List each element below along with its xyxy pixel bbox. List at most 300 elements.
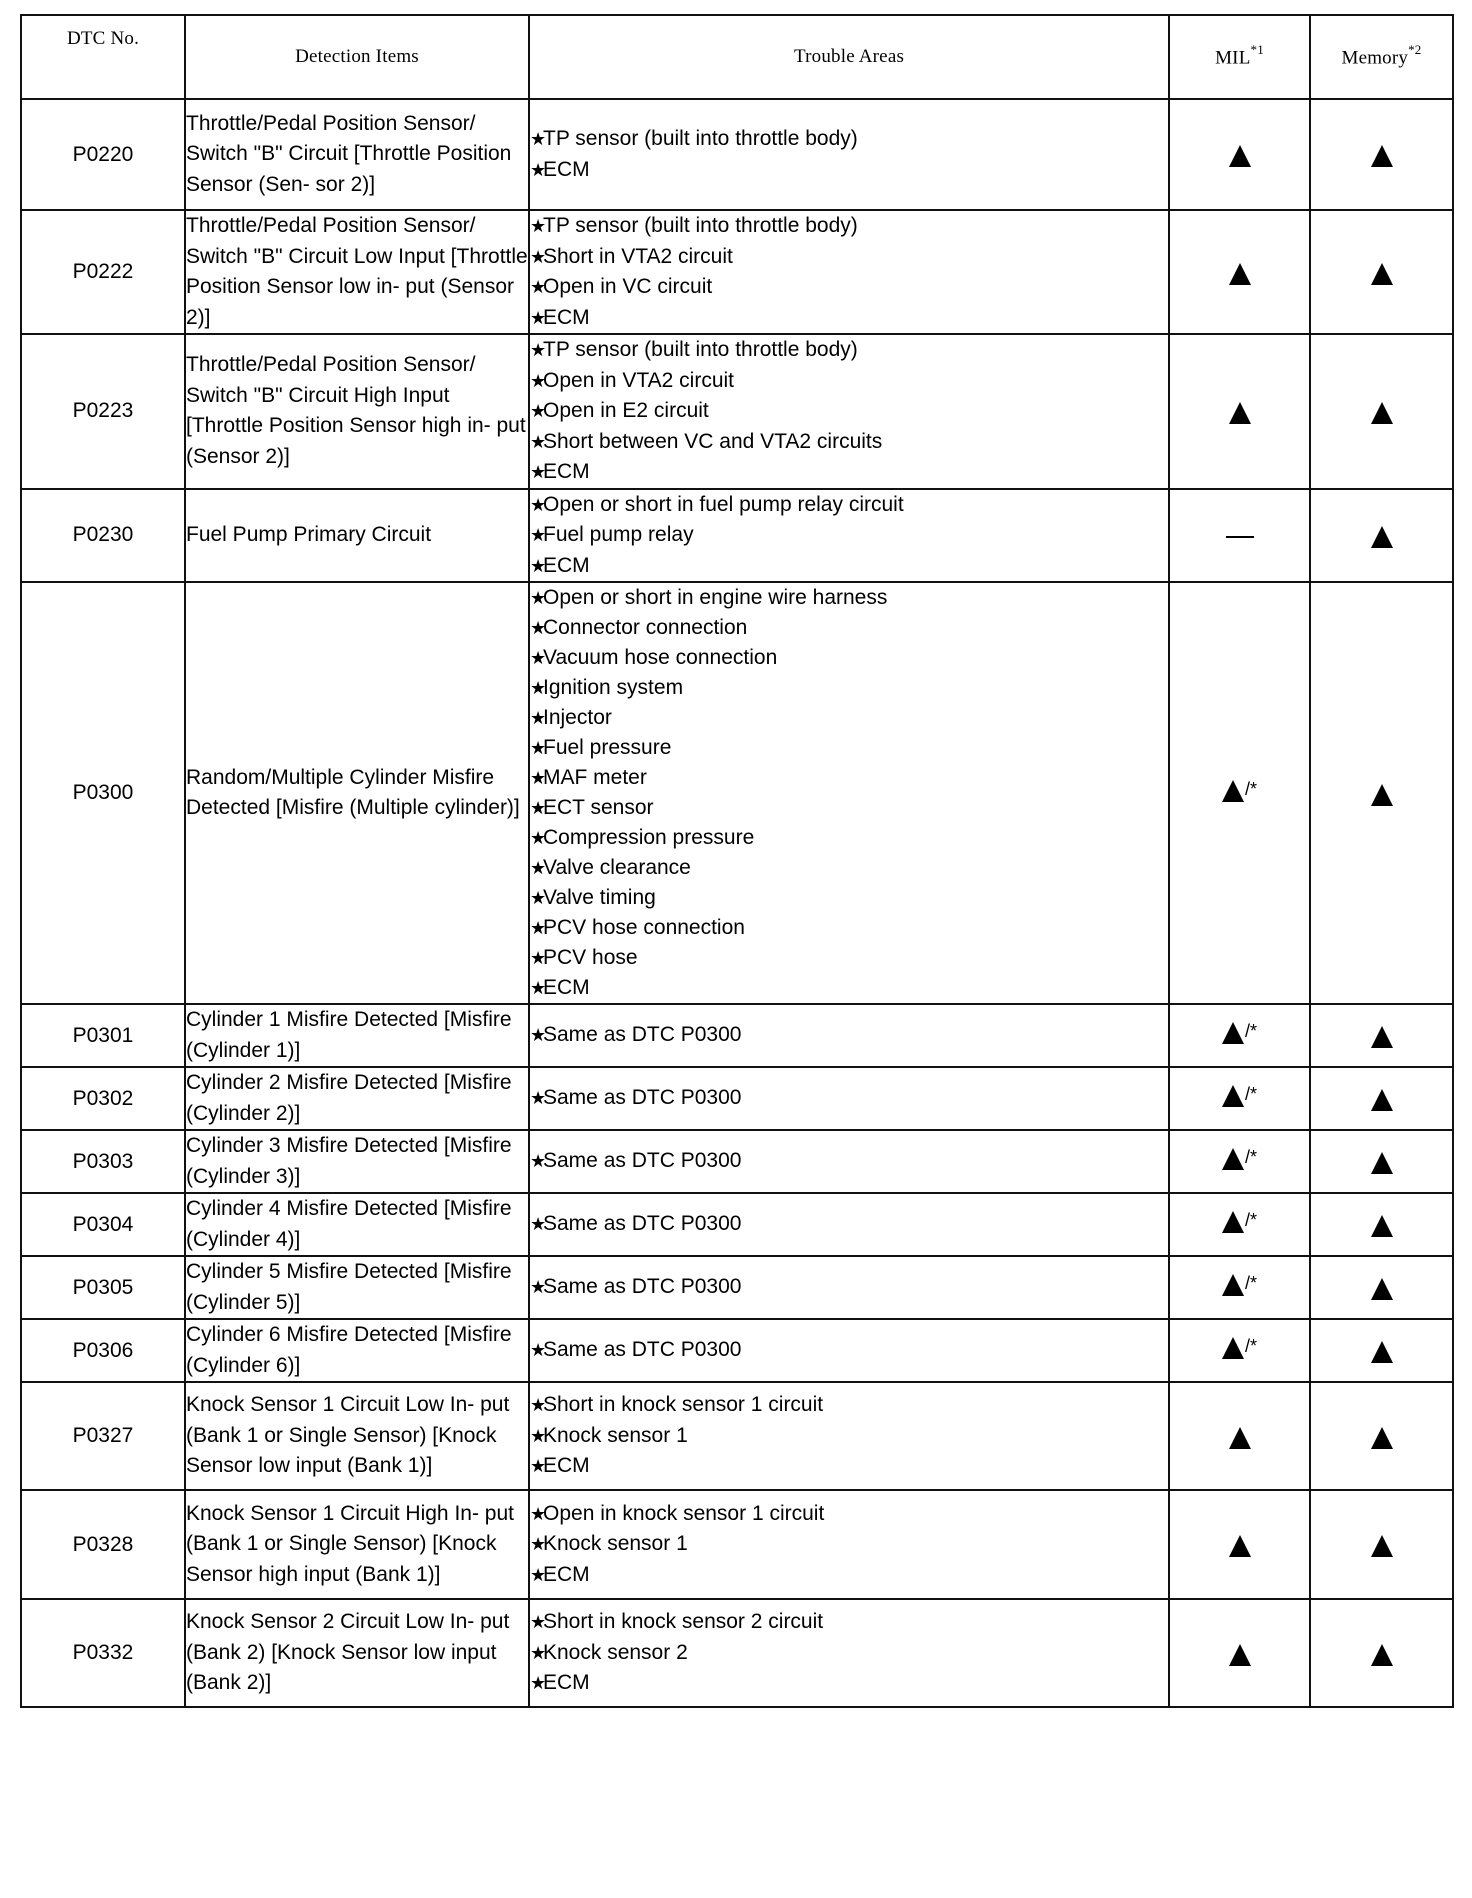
trouble-area-item <box>530 1607 1168 1638</box>
star-bullet-icon: ★ <box>530 888 547 908</box>
table-row <box>21 1319 1453 1382</box>
dtc-number: P0305 <box>72 1275 134 1299</box>
triangle-icon <box>1222 1022 1244 1044</box>
star-bullet-icon: ★ <box>530 738 547 758</box>
mil-value <box>1226 520 1254 550</box>
trouble-area-text: Compression pressure <box>543 826 755 849</box>
mil-cell <box>1169 1067 1310 1130</box>
memory-cell <box>1310 582 1453 1004</box>
triangle-icon <box>1371 402 1393 424</box>
dtc-number: P0303 <box>72 1149 134 1173</box>
trouble-areas-cell <box>529 1382 1169 1490</box>
star-bullet-icon: ★ <box>530 1503 547 1524</box>
trouble-area-text: Knock sensor 1 <box>543 1532 688 1556</box>
memory-value <box>1371 1529 1393 1559</box>
trouble-areas-cell <box>529 489 1169 583</box>
trouble-areas-cell <box>529 1490 1169 1599</box>
header-memory <box>1310 15 1453 99</box>
header-memory-footnote: *2 <box>1408 42 1422 58</box>
memory-cell <box>1310 1130 1453 1193</box>
trouble-area-item <box>530 490 1168 521</box>
trouble-area-text: Open or short in engine wire harness <box>543 586 888 609</box>
star-bullet-icon: ★ <box>530 1612 547 1633</box>
dtc-number-cell <box>21 1599 185 1707</box>
triangle-icon <box>1371 263 1393 285</box>
table-row <box>21 1599 1453 1707</box>
detection-item-text: Throttle/Pedal Position Sensor/ Switch "B" Circuit Low Input [Throttle Position Sensor low in- put (Sensor 2)] <box>186 214 528 329</box>
slash-asterisk-text: /* <box>1244 1210 1257 1230</box>
table-row <box>21 582 1453 1004</box>
trouble-area-text: Open or short in fuel pump relay circuit <box>543 492 904 516</box>
triangle-icon <box>1222 1211 1244 1233</box>
table-body <box>21 99 1453 1707</box>
dtc-table <box>20 14 1454 1708</box>
mil-value <box>1222 778 1257 808</box>
mil-cell <box>1169 582 1310 1004</box>
mil-cell <box>1169 1193 1310 1256</box>
trouble-areas-cell <box>529 334 1169 489</box>
dtc-number: P0302 <box>72 1086 134 1110</box>
star-bullet-icon: ★ <box>530 1425 547 1446</box>
detection-item-cell <box>185 582 529 1004</box>
trouble-areas-cell <box>529 1319 1169 1382</box>
trouble-area-text: TP sensor (built into throttle body) <box>543 214 858 237</box>
trouble-area-item <box>530 583 1168 613</box>
star-bullet-icon: ★ <box>530 1395 547 1416</box>
trouble-area-item <box>530 242 1168 273</box>
header-detection-items-label: Detection Items <box>295 46 419 67</box>
trouble-area-item <box>530 520 1168 551</box>
detection-item-text: Knock Sensor 2 Circuit Low In- put (Bank 2) [Knock Sensor low input (Bank 2)] <box>186 1610 510 1695</box>
star-bullet-icon: ★ <box>530 340 547 360</box>
trouble-areas-cell <box>529 1599 1169 1707</box>
slash-asterisk-text: /* <box>1244 778 1257 799</box>
triangle-slash-asterisk <box>1222 1274 1257 1296</box>
trouble-area-text: Same as DTC P0300 <box>543 1023 742 1047</box>
trouble-area-item <box>530 883 1168 913</box>
header-memory-label: Memory <box>1341 47 1409 69</box>
memory-cell <box>1310 99 1453 210</box>
star-bullet-icon: ★ <box>530 246 547 267</box>
memory-cell <box>1310 1599 1453 1707</box>
table-row <box>21 1130 1453 1193</box>
star-bullet-icon: ★ <box>530 588 547 608</box>
trouble-area-text: Knock sensor 1 <box>543 1423 688 1447</box>
trouble-area-item <box>530 1272 1168 1303</box>
dtc-number: P0327 <box>72 1424 134 1447</box>
star-bullet-icon: ★ <box>530 370 547 391</box>
detection-item-cell <box>185 489 529 583</box>
triangle-icon <box>1222 1148 1244 1170</box>
mil-value <box>1222 1209 1257 1239</box>
trouble-area-item <box>530 396 1168 427</box>
dtc-number-cell <box>21 1382 185 1490</box>
dtc-number: P0328 <box>72 1532 134 1556</box>
triangle-slash-asterisk <box>1222 1148 1257 1170</box>
table-row <box>21 99 1453 210</box>
trouble-area-item <box>530 303 1168 334</box>
detection-item-cell <box>185 334 529 489</box>
trouble-area-item <box>530 763 1168 793</box>
star-bullet-icon: ★ <box>530 1277 547 1298</box>
triangle-icon <box>1371 1427 1393 1449</box>
dtc-number-cell <box>21 1067 185 1130</box>
mil-cell <box>1169 210 1310 334</box>
dtc-number: P0223 <box>72 399 134 423</box>
trouble-area-text: Open in E2 circuit <box>543 399 709 422</box>
trouble-area-item <box>530 643 1168 673</box>
trouble-area-text: Short in knock sensor 2 circuit <box>543 1610 824 1634</box>
triangle-icon <box>1222 1337 1244 1359</box>
trouble-area-item <box>530 1638 1168 1669</box>
trouble-area-text: Open in knock sensor 1 circuit <box>543 1501 825 1525</box>
triangle-icon <box>1371 1026 1393 1048</box>
triangle-icon <box>1371 784 1393 806</box>
triangle-icon <box>1371 1152 1393 1174</box>
trouble-areas-cell <box>529 1067 1169 1130</box>
dtc-number: P0304 <box>72 1212 134 1236</box>
trouble-area-text: ECM <box>543 460 590 483</box>
dtc-number: P0332 <box>72 1641 134 1664</box>
memory-value <box>1371 257 1393 287</box>
trouble-area-item <box>530 335 1168 366</box>
triangle-icon <box>1371 1089 1393 1111</box>
trouble-areas-cell <box>529 1130 1169 1193</box>
trouble-area-text: Short in VTA2 circuit <box>543 244 733 268</box>
trouble-area-item <box>530 124 1168 155</box>
trouble-area-text: Injector <box>543 706 612 729</box>
trouble-area-item <box>530 211 1168 242</box>
mil-cell <box>1169 1490 1310 1599</box>
table-row <box>21 1382 1453 1490</box>
detection-item-text: Throttle/Pedal Position Sensor/ Switch "B" Circuit High Input [Throttle Position Sensor high in- put (Sensor 2)] <box>186 353 526 468</box>
trouble-areas-cell <box>529 1004 1169 1067</box>
detection-item-text: Throttle/Pedal Position Sensor/ Switch "B" Circuit [Throttle Position Sensor (Sen- sor 2)] <box>186 111 512 196</box>
trouble-area-text: MAF meter <box>543 766 647 789</box>
trouble-area-item <box>530 973 1168 1003</box>
trouble-area-item <box>530 673 1168 703</box>
triangle-icon <box>1371 145 1393 167</box>
star-bullet-icon: ★ <box>530 708 547 728</box>
memory-value <box>1371 520 1393 550</box>
trouble-areas-cell <box>529 99 1169 210</box>
detection-item-cell <box>185 210 529 334</box>
header-mil-label: MIL <box>1215 47 1251 69</box>
trouble-area-item <box>530 457 1168 488</box>
triangle-icon <box>1229 1535 1251 1557</box>
trouble-area-item <box>530 1668 1168 1699</box>
trouble-area-text: Same as DTC P0300 <box>543 1338 742 1362</box>
trouble-area-item <box>530 1421 1168 1452</box>
trouble-areas-cell <box>529 1193 1169 1256</box>
trouble-area-item <box>530 1209 1168 1240</box>
mil-cell <box>1169 1256 1310 1319</box>
star-bullet-icon: ★ <box>530 1642 547 1663</box>
trouble-area-text: ECM <box>543 1562 590 1586</box>
memory-cell <box>1310 1256 1453 1319</box>
detection-item-text: Cylinder 1 Misfire Detected [Misfire (Cylinder 1)] <box>186 1008 512 1062</box>
star-bullet-icon: ★ <box>530 277 547 297</box>
detection-item-cell <box>185 1067 529 1130</box>
trouble-area-item <box>530 1451 1168 1482</box>
trouble-area-item <box>530 733 1168 763</box>
dtc-number-cell <box>21 1490 185 1599</box>
mil-value <box>1222 1083 1257 1113</box>
trouble-area-text: Short between VC and VTA2 circuits <box>543 429 883 453</box>
table-row <box>21 1067 1453 1130</box>
trouble-areas-cell <box>529 210 1169 334</box>
header-mil-footnote: *1 <box>1250 42 1264 58</box>
mil-cell <box>1169 334 1310 489</box>
dtc-number: P0220 <box>72 142 134 166</box>
star-bullet-icon: ★ <box>530 1673 547 1694</box>
trouble-area-text: Vacuum hose connection <box>543 646 778 669</box>
detection-item-text: Cylinder 4 Misfire Detected [Misfire (Cylinder 4)] <box>186 1197 512 1251</box>
triangle-icon <box>1229 402 1251 424</box>
memory-cell <box>1310 1490 1453 1599</box>
table-row <box>21 1490 1453 1599</box>
trouble-area-item <box>530 1335 1168 1366</box>
dtc-number-cell <box>21 1004 185 1067</box>
detection-item-cell <box>185 1004 529 1067</box>
trouble-area-item <box>530 427 1168 458</box>
slash-asterisk-text: /* <box>1244 1021 1257 1041</box>
trouble-area-item <box>530 155 1168 186</box>
slash-asterisk-text: /* <box>1244 1336 1257 1356</box>
star-bullet-icon: ★ <box>530 462 547 482</box>
star-bullet-icon: ★ <box>530 525 547 545</box>
mil-value <box>1229 1638 1251 1668</box>
header-trouble-areas-label: Trouble Areas <box>793 46 905 67</box>
triangle-slash-asterisk <box>1222 1337 1257 1359</box>
trouble-area-item <box>530 703 1168 733</box>
star-bullet-icon: ★ <box>530 307 547 328</box>
star-bullet-icon: ★ <box>530 494 547 515</box>
triangle-icon <box>1371 1215 1393 1237</box>
memory-cell <box>1310 1382 1453 1490</box>
dtc-number: P0222 <box>72 260 134 283</box>
dtc-number: P0306 <box>72 1338 134 1362</box>
trouble-area-item <box>530 793 1168 823</box>
detection-item-text: Cylinder 5 Misfire Detected [Misfire (Cylinder 5)] <box>186 1260 512 1314</box>
triangle-icon <box>1222 1274 1244 1296</box>
star-bullet-icon: ★ <box>530 1456 547 1477</box>
mil-value <box>1222 1335 1257 1365</box>
triangle-slash-asterisk <box>1222 780 1257 802</box>
trouble-area-text: ECT sensor <box>543 796 654 819</box>
memory-cell <box>1310 1193 1453 1256</box>
dtc-number-cell <box>21 1319 185 1382</box>
trouble-area-text: Valve clearance <box>543 856 691 879</box>
star-bullet-icon: ★ <box>530 948 547 968</box>
dtc-number-cell <box>21 1130 185 1193</box>
trouble-area-text: Fuel pressure <box>543 736 672 759</box>
star-bullet-icon: ★ <box>530 1025 547 1046</box>
mil-cell <box>1169 1599 1310 1707</box>
dash-symbol <box>1226 536 1254 538</box>
triangle-icon <box>1371 526 1393 548</box>
triangle-icon <box>1222 1085 1244 1107</box>
mil-value <box>1222 1272 1257 1302</box>
triangle-slash-asterisk <box>1222 1022 1257 1044</box>
star-bullet-icon: ★ <box>530 858 547 878</box>
memory-cell <box>1310 489 1453 583</box>
detection-item-cell <box>185 1490 529 1599</box>
star-bullet-icon: ★ <box>530 618 547 638</box>
detection-item-cell <box>185 1256 529 1319</box>
table-row <box>21 210 1453 334</box>
triangle-icon <box>1371 1644 1393 1666</box>
dtc-number-cell <box>21 489 185 583</box>
detection-item-text: Fuel Pump Primary Circuit <box>186 523 432 546</box>
trouble-areas-cell <box>529 1256 1169 1319</box>
trouble-area-item <box>530 1020 1168 1051</box>
mil-cell <box>1169 1130 1310 1193</box>
trouble-area-text: ECM <box>543 1671 590 1695</box>
triangle-icon <box>1229 1427 1251 1449</box>
header-dtc-no <box>21 15 185 99</box>
star-bullet-icon: ★ <box>530 159 547 180</box>
trouble-area-item <box>530 1499 1168 1530</box>
memory-cell <box>1310 334 1453 489</box>
trouble-area-text: ECM <box>543 157 590 181</box>
trouble-area-item <box>530 551 1168 582</box>
triangle-icon <box>1371 1341 1393 1363</box>
detection-item-text: Knock Sensor 1 Circuit Low In- put (Bank 1 or Single Sensor) [Knock Sensor low input (Bank 1)] <box>186 1393 510 1478</box>
mil-value <box>1229 1529 1251 1559</box>
detection-item-cell <box>185 1319 529 1382</box>
trouble-area-item <box>530 1560 1168 1591</box>
trouble-area-item <box>530 823 1168 853</box>
detection-item-text: Random/Multiple Cylinder Misfire Detected [Misfire (Multiple cylinder)] <box>186 765 520 819</box>
trouble-area-text: ECM <box>543 976 590 999</box>
star-bullet-icon: ★ <box>530 768 547 788</box>
memory-cell <box>1310 1067 1453 1130</box>
trouble-area-item <box>530 853 1168 883</box>
slash-asterisk-text: /* <box>1244 1147 1257 1167</box>
trouble-area-text: Fuel pump relay <box>543 523 694 546</box>
memory-value <box>1371 1421 1393 1451</box>
trouble-area-item <box>530 1146 1168 1177</box>
mil-cell <box>1169 1319 1310 1382</box>
memory-value <box>1371 1146 1393 1176</box>
trouble-area-text: Ignition system <box>543 676 684 699</box>
star-bullet-icon: ★ <box>530 129 547 149</box>
memory-value <box>1371 1209 1393 1239</box>
star-bullet-icon: ★ <box>530 431 547 452</box>
mil-cell <box>1169 1382 1310 1490</box>
star-bullet-icon: ★ <box>530 678 547 698</box>
dtc-number-cell <box>21 210 185 334</box>
trouble-area-item <box>530 366 1168 397</box>
detection-item-cell <box>185 1130 529 1193</box>
triangle-icon <box>1229 263 1251 285</box>
table-header <box>21 15 1453 99</box>
star-bullet-icon: ★ <box>530 648 547 668</box>
trouble-area-item <box>530 613 1168 643</box>
triangle-icon <box>1222 780 1244 802</box>
triangle-slash-asterisk <box>1222 1211 1257 1233</box>
star-bullet-icon: ★ <box>530 978 547 998</box>
header-detection-items <box>185 15 529 99</box>
memory-value <box>1371 1638 1393 1668</box>
trouble-area-text: Same as DTC P0300 <box>543 1275 742 1299</box>
star-bullet-icon: ★ <box>530 216 547 236</box>
trouble-area-text: PCV hose <box>543 946 638 969</box>
detection-item-cell <box>185 1599 529 1707</box>
trouble-area-text: ECM <box>543 1454 590 1478</box>
star-bullet-icon: ★ <box>530 401 547 421</box>
table-row <box>21 1256 1453 1319</box>
trouble-area-text: Same as DTC P0300 <box>543 1212 742 1236</box>
table-row <box>21 334 1453 489</box>
trouble-area-text: Knock sensor 2 <box>543 1640 688 1664</box>
trouble-area-item <box>530 1083 1168 1114</box>
header-dtc-no-label: DTC No. <box>66 28 140 49</box>
dtc-number-cell <box>21 99 185 210</box>
trouble-areas-cell <box>529 582 1169 1004</box>
dtc-number-cell <box>21 1193 185 1256</box>
trouble-area-text: Connector connection <box>543 616 748 639</box>
detection-item-text: Cylinder 3 Misfire Detected [Misfire (Cylinder 3)] <box>186 1134 512 1188</box>
triangle-icon <box>1371 1535 1393 1557</box>
detection-item-cell <box>185 99 529 210</box>
memory-cell <box>1310 210 1453 334</box>
memory-cell <box>1310 1319 1453 1382</box>
trouble-area-text: ECM <box>543 553 590 577</box>
mil-value <box>1229 257 1251 287</box>
header-row <box>21 15 1453 99</box>
mil-value <box>1222 1020 1257 1050</box>
mil-value <box>1222 1146 1257 1176</box>
dtc-number: P0300 <box>72 781 134 804</box>
trouble-area-text: ECM <box>543 305 590 329</box>
trouble-area-item <box>530 943 1168 973</box>
dtc-number-cell <box>21 582 185 1004</box>
mil-cell <box>1169 99 1310 210</box>
star-bullet-icon: ★ <box>530 1088 547 1109</box>
trouble-area-text: Open in VC circuit <box>543 275 713 298</box>
detection-item-text: Knock Sensor 1 Circuit High In- put (Bank 1 or Single Sensor) [Knock Sensor high input (Bank 1)] <box>186 1501 514 1586</box>
star-bullet-icon: ★ <box>530 798 547 818</box>
memory-value <box>1371 778 1393 808</box>
memory-value <box>1371 1335 1393 1365</box>
mil-cell <box>1169 489 1310 583</box>
memory-value <box>1371 396 1393 426</box>
star-bullet-icon: ★ <box>530 1564 547 1585</box>
triangle-icon <box>1371 1278 1393 1300</box>
star-bullet-icon: ★ <box>530 1340 547 1361</box>
trouble-area-text: Short in knock sensor 1 circuit <box>543 1393 824 1417</box>
star-bullet-icon: ★ <box>530 1151 547 1172</box>
table-row <box>21 1004 1453 1067</box>
trouble-area-text: Valve timing <box>543 886 656 909</box>
detection-item-cell <box>185 1382 529 1490</box>
star-bullet-icon: ★ <box>530 918 547 938</box>
detection-item-text: Cylinder 6 Misfire Detected [Misfire (Cylinder 6)] <box>186 1323 512 1377</box>
trouble-area-item <box>530 913 1168 943</box>
trouble-area-text: TP sensor (built into throttle body) <box>543 127 858 150</box>
memory-value <box>1371 1020 1393 1050</box>
star-bullet-icon: ★ <box>530 1534 547 1555</box>
memory-value <box>1371 1083 1393 1113</box>
dtc-number: P0301 <box>72 1023 134 1047</box>
mil-value <box>1229 1421 1251 1451</box>
triangle-icon <box>1229 1644 1251 1666</box>
mil-value <box>1229 139 1251 169</box>
memory-value <box>1371 1272 1393 1302</box>
memory-value <box>1371 139 1393 169</box>
